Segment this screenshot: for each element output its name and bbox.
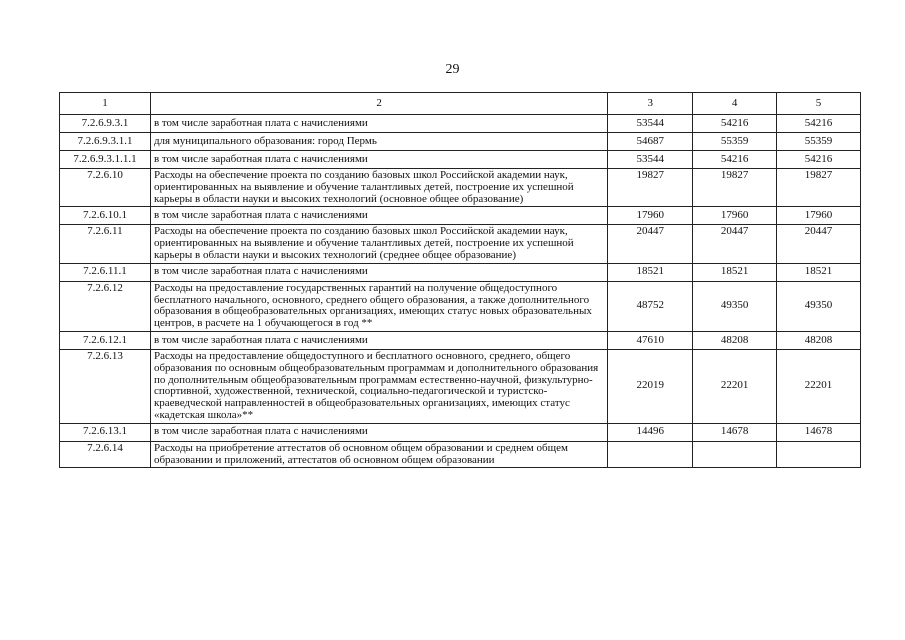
table-row — [60, 331, 861, 349]
row-description: Расходы на приобретение аттестатов об основном общем образовании и среднем общем образовании и приложений, аттестатов об основном общем образовании — [150, 441, 607, 468]
row-code: 7.2.6.14 — [60, 441, 151, 468]
row-value-3: 47610 — [608, 331, 693, 349]
row-description: в том числе заработная плата с начислениями — [150, 331, 607, 349]
column-header-5: 5 — [777, 93, 861, 115]
row-value-5: 17960 — [777, 207, 861, 225]
row-value-3: 17960 — [608, 207, 693, 225]
row-description: Расходы на предоставление общедоступного и бесплатного основного, среднего, общего образования по основным общеобразовательным программам и дополнительного образования по дополнительным общеобразовательным программам естественно-научной, физкультурно-спортивной, художественной, технической, социально-педагогической и туристско-краеведческой направленностей в общеобразовательных организациях, имеющих статус «кадетская школа»** — [150, 349, 607, 423]
row-description: в том числе заработная плата с начислениями — [150, 115, 607, 133]
budget-table — [59, 92, 861, 468]
table-row — [60, 423, 861, 441]
row-value-4: 55359 — [693, 133, 777, 151]
row-value-3: 53544 — [608, 115, 693, 133]
table-row — [60, 133, 861, 151]
row-value-3: 20447 — [608, 225, 693, 263]
row-value-4: 48208 — [693, 331, 777, 349]
row-value-3 — [608, 441, 693, 468]
table-row — [60, 263, 861, 281]
row-value-4: 49350 — [693, 281, 777, 331]
row-description: Расходы на обеспечение проекта по созданию базовых школ Российской академии наук, ориентированных на выявление и обучение талантливых детей, построение их успешной карьеры в области науки и высоких технологий (среднее общее образование) — [150, 225, 607, 263]
row-value-4: 54216 — [693, 115, 777, 133]
row-value-3: 48752 — [608, 281, 693, 331]
row-value-4: 14678 — [693, 423, 777, 441]
row-value-5: 49350 — [777, 281, 861, 331]
row-code: 7.2.6.9.3.1.1 — [60, 133, 151, 151]
row-value-3: 53544 — [608, 151, 693, 169]
table-row — [60, 151, 861, 169]
row-value-3: 22019 — [608, 349, 693, 423]
column-header-4: 4 — [693, 93, 777, 115]
row-description: в том числе заработная плата с начислениями — [150, 151, 607, 169]
row-code: 7.2.6.9.3.1 — [60, 115, 151, 133]
row-value-4: 20447 — [693, 225, 777, 263]
row-value-5: 22201 — [777, 349, 861, 423]
row-value-3: 54687 — [608, 133, 693, 151]
row-value-4: 54216 — [693, 151, 777, 169]
row-value-3: 18521 — [608, 263, 693, 281]
row-description: в том числе заработная плата с начислениями — [150, 207, 607, 225]
row-code: 7.2.6.13.1 — [60, 423, 151, 441]
row-code: 7.2.6.11.1 — [60, 263, 151, 281]
row-value-3: 19827 — [608, 169, 693, 207]
row-value-4: 19827 — [693, 169, 777, 207]
row-value-5: 14678 — [777, 423, 861, 441]
table-row — [60, 169, 861, 207]
row-code: 7.2.6.12.1 — [60, 331, 151, 349]
row-value-3: 14496 — [608, 423, 693, 441]
row-value-5: 20447 — [777, 225, 861, 263]
row-description: в том числе заработная плата с начислениями — [150, 423, 607, 441]
row-description: Расходы на обеспечение проекта по созданию базовых школ Российской академии наук, ориентированных на выявление и обучение талантливых детей, построение их успешной карьеры в области науки и высоких технологий (основное общее образование) — [150, 169, 607, 207]
column-header-2: 2 — [150, 93, 607, 115]
row-code: 7.2.6.11 — [60, 225, 151, 263]
row-value-5: 18521 — [777, 263, 861, 281]
row-value-5: 55359 — [777, 133, 861, 151]
row-value-4: 22201 — [693, 349, 777, 423]
row-value-5: 19827 — [777, 169, 861, 207]
row-code: 7.2.6.10.1 — [60, 207, 151, 225]
row-code: 7.2.6.9.3.1.1.1 — [60, 151, 151, 169]
table-row — [60, 225, 861, 263]
row-value-4: 17960 — [693, 207, 777, 225]
row-value-4: 18521 — [693, 263, 777, 281]
table-row — [60, 441, 861, 468]
row-code: 7.2.6.13 — [60, 349, 151, 423]
table-header-row — [60, 93, 861, 115]
row-code: 7.2.6.10 — [60, 169, 151, 207]
table-row — [60, 281, 861, 331]
row-value-5: 54216 — [777, 115, 861, 133]
row-value-5 — [777, 441, 861, 468]
table-row — [60, 207, 861, 225]
row-code: 7.2.6.12 — [60, 281, 151, 331]
column-header-1: 1 — [60, 93, 151, 115]
row-value-4 — [693, 441, 777, 468]
table-row — [60, 349, 861, 423]
row-description: Расходы на предоставление государственных гарантий на получение общедоступного бесплатного начального, основного, среднего общего образования, а также дополнительного образования в общеобразовательных организациях, имеющих статус новых образовательных центров, в расчете на 1 обучающегося в год ** — [150, 281, 607, 331]
table-row — [60, 115, 861, 133]
row-description: для муниципального образования: город Пермь — [150, 133, 607, 151]
row-value-5: 48208 — [777, 331, 861, 349]
row-value-5: 54216 — [777, 151, 861, 169]
row-description: в том числе заработная плата с начислениями — [150, 263, 607, 281]
page-number: 29 — [445, 62, 460, 77]
column-header-3: 3 — [608, 93, 693, 115]
